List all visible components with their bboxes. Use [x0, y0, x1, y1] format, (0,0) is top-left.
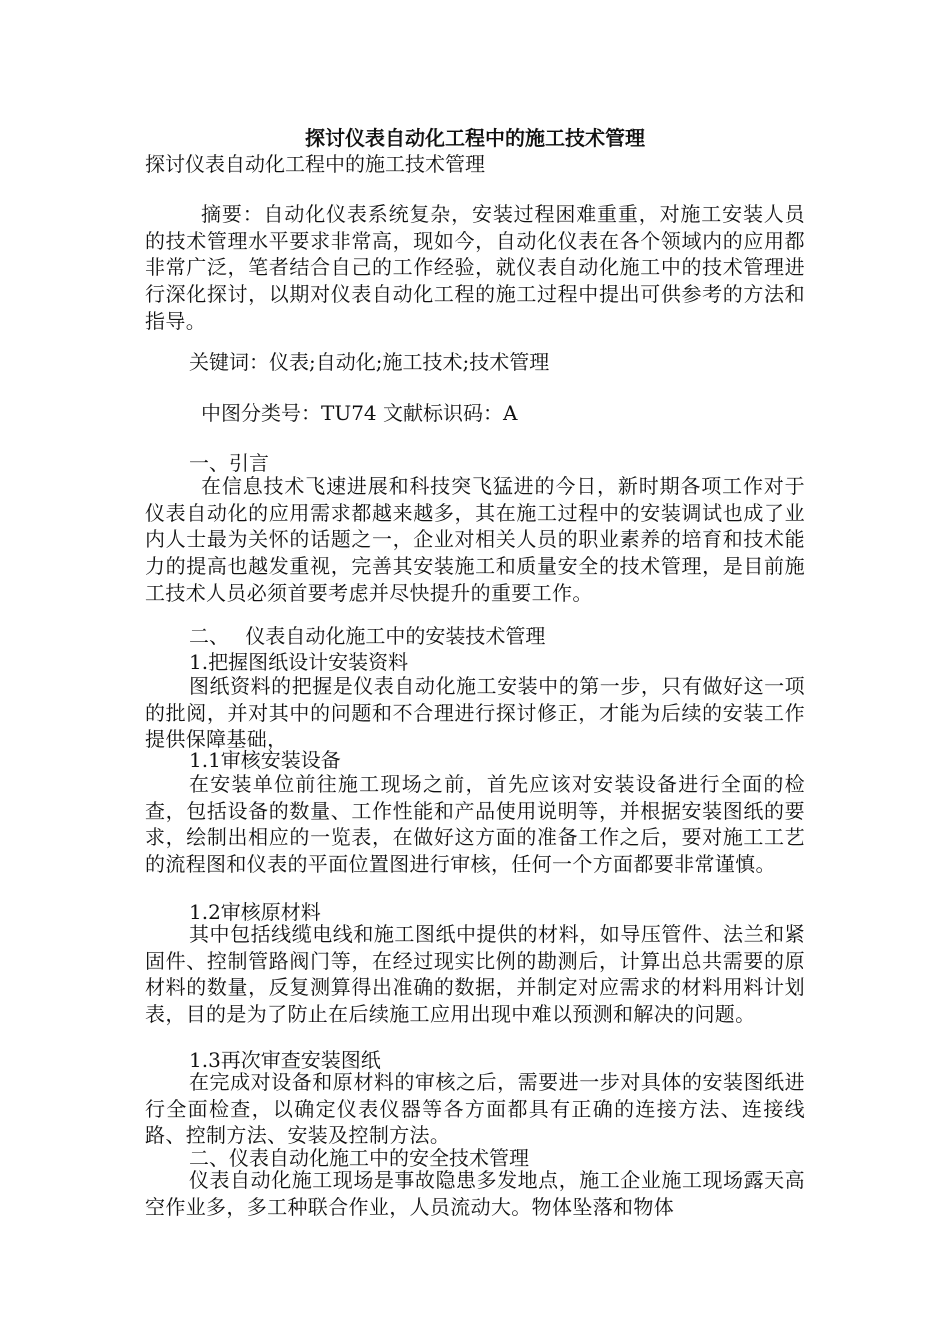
keywords-line: 关键词：仪表;自动化;施工技术;技术管理 — [189, 350, 550, 374]
materials-paragraph: 其中包括线缆电线和施工图纸中提供的材料，如导压管件、法兰和紧固件、控制管路阀门等，在经过现实比例的勘测后，计算出总共需要的原材料的数量，反复测算得出准确的数据，并制定对应需求的材料用料计划表，目的是为了防止在后续施工应用出现中难以预测和解决的问题。 — [145, 922, 805, 1027]
section-heading-install: 二、 仪表自动化施工中的安装技术管理 — [189, 624, 546, 648]
abstract-paragraph: 摘要：自动化仪表系统复杂，安装过程困难重重，对施工安装人员的技术管理水平要求非常高，现如今，自动化仪表在各个领域内的应用都非常广泛，笔者结合自己的工作经验，就仪表自动化施工中的技术管理进行深化探讨，以期对仪表自动化工程的施工过程中提出可供参考的方法和指导。 — [145, 202, 805, 333]
section-heading-safety: 二、仪表自动化施工中的安全技术管理 — [189, 1146, 529, 1170]
safety-paragraph: 仪表自动化施工现场是事故隐患多发地点，施工企业施工现场露天高空作业多，多工种联合作业，人员流动大。物体坠落和物体 — [145, 1168, 805, 1219]
intro-paragraph: 在信息技术飞速进展和科技突飞猛进的今日，新时期各项工作对于仪表自动化的应用需求都越来越多，其在施工过程中的安装调试也成了业内人士最为关怀的话题之一，企业对相关人员的职业素养的培育和技术能力的提高也越发重视，完善其安装施工和质量安全的技术管理，是目前施工技术人员必须首要考虑并尽快提升的重要工作。 — [145, 474, 805, 605]
drawings-paragraph: 图纸资料的把握是仪表自动化施工安装中的第一步，只有做好这一项的批阅，并对其中的问题和不合理进行探讨修正，才能为后续的安装工作提供保障基础， — [145, 674, 805, 752]
review-paragraph: 在完成对设备和原材料的审核之后，需要进一步对具体的安装图纸进行全面检查，以确定仪表仪器等各方面都具有正确的连接方法、连接线路、控制方法、安装及控制方法。 — [145, 1070, 805, 1148]
classification-line: 中图分类号：TU74 文献标识码：A — [201, 401, 518, 425]
subsection-heading-materials: 1.2审核原材料 — [189, 900, 321, 924]
subsection-heading-review: 1.3再次审查安装图纸 — [189, 1048, 381, 1072]
equipment-paragraph: 在安装单位前往施工现场之前，首先应该对安装设备进行全面的检查，包括设备的数量、工作性能和产品使用说明等，并根据安装图纸的要求，绘制出相应的一览表，在做好这方面的准备工作之后，要对施工工艺的流程图和仪表的平面位置图进行审核，任何一个方面都要非常谨慎。 — [145, 772, 805, 877]
subsection-heading-equipment: 1.1审核安装设备 — [189, 748, 341, 772]
document-subtitle: 探讨仪表自动化工程中的施工技术管理 — [145, 152, 485, 176]
section-heading-intro: 一、引言 — [189, 451, 269, 475]
subsection-heading-drawings: 1.把握图纸设计安装资料 — [189, 650, 409, 674]
document-title: 探讨仪表自动化工程中的施工技术管理 — [305, 126, 645, 150]
